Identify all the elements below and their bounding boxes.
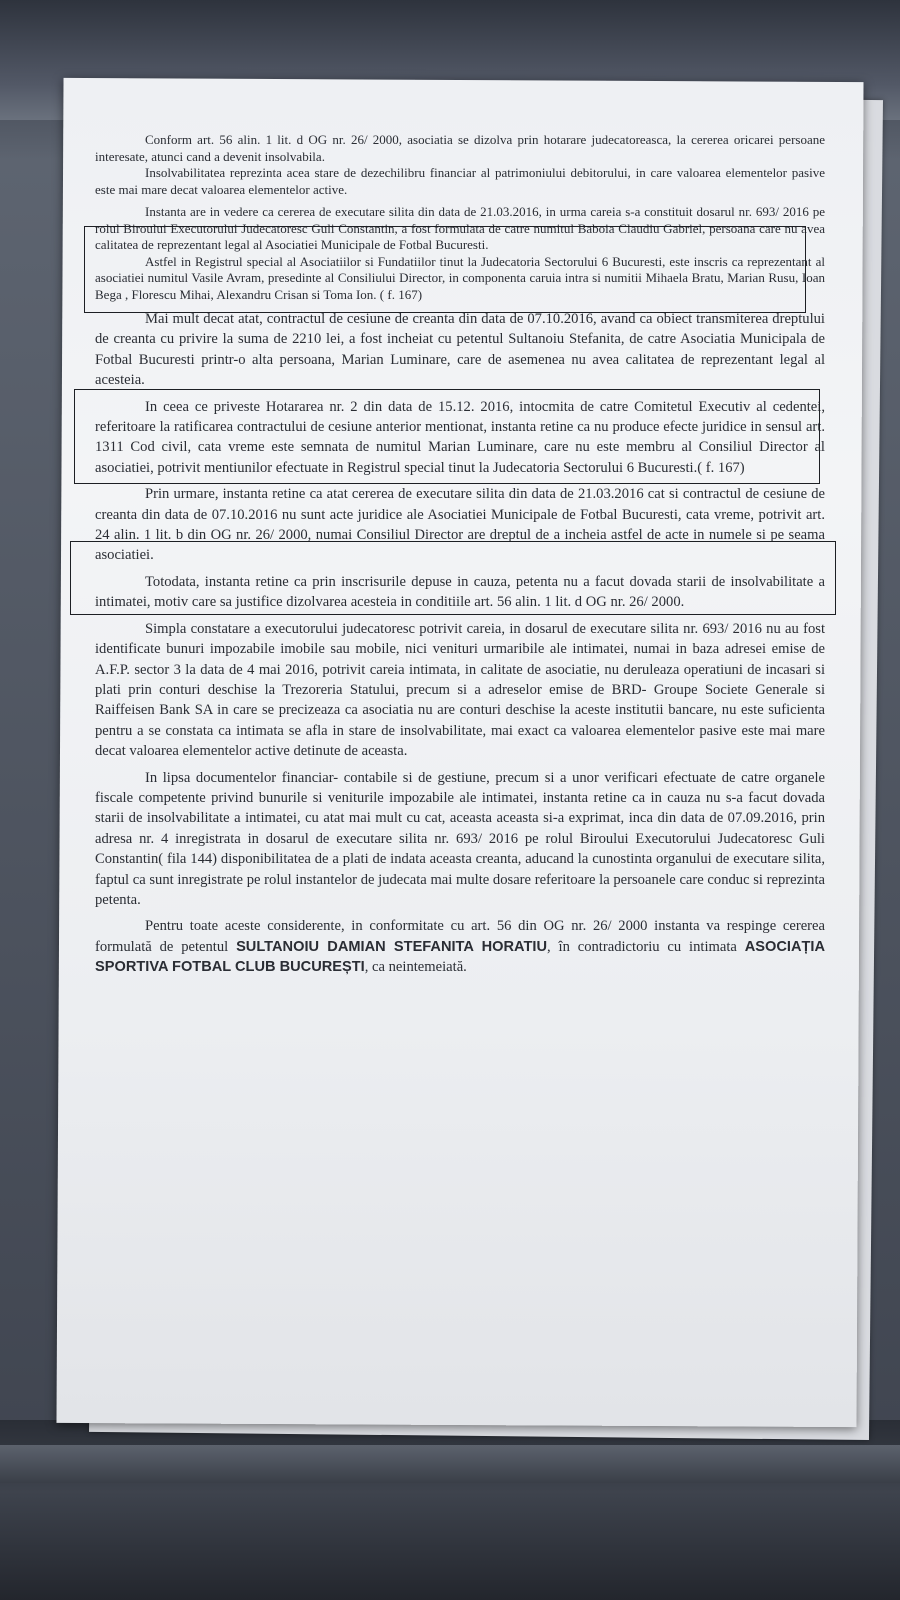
paragraph-prin-urmare: Prin urmare, instanta retine ca atat cererea de executare silita din data de 21.03.2016 cat si contractul de cesiune de creanta din data de 07.10.2016 nu sunt acte juridice ale Asociatiei Municipale de Fotbal Bucuresti, cata vreme, potrivit art. 24 alin. 1 lit. b din OG nr. 26/ 2000, numai Consiliul Director are dreptul de a incheia astfel de acte in numele si pe seama asociatiei. <box>95 486 825 564</box>
paragraph-totodata: Totodata, instanta retine ca prin inscrisurile depuse in cauza, petenta nu a facut dovada starii de insolvabilitate a intimatei, motiv care sa justifice dizolvarea acesteia in conditiile art. 56 alin. 1 lit. d OG nr. 26/ 2000. <box>95 573 825 611</box>
paragraph-cerere-executare: Instanta are in vedere ca cererea de executare silita din data de 21.03.2016, in urma careia s-a constituit dosarul nr. 693/ 2016 pe rolul Biroului Executorului Judecatoresc Guli Constantin, a fost formulata de catre numitul Baboia Claudiu Gabriel, persoana care nu avea calitatea de reprezentant legal al Asociatiei Municipale de Fotbal Bucuresti. <box>95 204 825 252</box>
ruling-end-text: , ca neintemeiată. <box>364 959 467 976</box>
paragraph-in-lipsa: In lipsa documentelor financiar- contabile si de gestiune, precum si a unor verificari efectuate de catre organele fiscale competente privind bunurile si veniturile impozabile ale intimatei, instanta retine ca in cauza nu s-a facut dovada starii de insolvabilitate a intimatei, cu atat mai mult cu cat, aceasta aceasta si-a exprimat, inca din data de 07.09.2016, prin adresa nr. 4 inregistrata in dosarul de executare silita nr. 693/ 2016 pe rolul Biroului Executorului Judecatoresc Guli Constantin( fila 144) disponibilitatea de a plati de indata aceasta creanta, aducand la cunostinta organului de executare silita, faptul ca sunt inregistrate pe rolul instantelor de judecata mai multe dosare referitoare la persoanele care conduc si reprezinta petenta. <box>95 769 825 908</box>
paragraph-final-ruling <box>95 916 825 977</box>
paragraph-contract-cesiune: Mai mult decat atat, contractul de cesiune de creanta din data de 07.10.2016, avand ca obiect transmiterea dreptului de creanta cu privire la suma de 2210 lei, a fost incheiat cu petentul Sultanoiu Stefanita, de catre Asociatia Municipala de Fotbal Bucuresti printr-o alta persoana, Marian Luminare, care de asemenea nu avea calitatea de reprezentant legal al acesteia. <box>95 311 825 389</box>
intimata-name: ASOCIAȚIA SPORTIVA FOTBAL CLUB BUCUREȘTI <box>95 938 825 976</box>
scanner-ledge <box>0 1445 900 1483</box>
document-body <box>95 132 825 978</box>
paragraph-insolvabilitate-definition: Insolvabilitatea reprezinta acea stare de dezechilibru financiar al patrimoniului debitorului, in care valoarea elementelor pasive este mai mare decat valoarea elementelor active. <box>95 165 825 197</box>
ruling-middle-text: , în contradictoriu cu intimata <box>547 938 745 955</box>
paragraph-simpla-constatare: Simpla constatare a executorului judecatoresc potrivit careia, in dosarul de executare silita nr. 693/ 2016 nu au fost identificate bunuri impozabile imobile sau mobile, nici venituri urmaribile ale intimatei, numai in baza adresei emise de A.F.P. sector 3 la data de 4 mai 2016, potrivit careia intimata, in calitate de asociatie, nu deruleaza operatiuni de incasari si plati prin conturi deschise la Trezoreria Statului, precum si a adreselor emise de BRD- Groupe Societe Generale si Raiffeisen Bank SA in care se precizeaza ca asociatia nu are conturi deschise la aceste institutii bancare, nu este suficienta pentru a se constata ca intimata se afla in stare de insolvabilitate, mai exact ca valoarea elementelor pasive este mai mare decat valoarea elementelor active detinute de aceasta. <box>95 620 825 760</box>
ruling-lead-text: Pentru toate aceste considerente, in conformitate cu art. 56 din OG nr. 26/ 2000 instanta va respinge cererea formulată de petentul <box>95 918 825 955</box>
paragraph-hotararea-nr-2: In ceea ce priveste Hotararea nr. 2 din data de 15.12. 2016, intocmita de catre Comitetul Executiv al cedentei, referitoare la ratificarea contractului de cesiune anterior mentionat, instanta retine ca nu produce efecte juridice in sensul art. 1311 Cod civil, cata vreme este semnata de numitul Marian Luminare, care nu este membru al Consiliul Director al asociatiei, potrivit mentiunilor efectuate in Registrul special tinut la Judecatoria Sectorului 6 Bucuresti.( f. 167) <box>95 398 825 476</box>
petent-name: SULTANOIU DAMIAN STEFANITA HORATIU <box>236 938 548 955</box>
paragraph-registrul-special: Astfel in Registrul special al Asociatiilor si Fundatiilor tinut la Judecatoria Sectorului 6 Bucuresti, este inscris ca reprezentant al asociatiei numitul Vasile Avram, presedinte al Consiliului Director, in componenta caruia intra si numitii Mihaela Bratu, Marian Rusu, Ioan Bega , Florescu Mihai, Alexandru Crisan si Toma Ion. ( f. 167) <box>95 253 825 302</box>
paragraph-art-56: Conform art. 56 alin. 1 lit. d OG nr. 26/ 2000, asociatia se dizolva prin hotarare judecatoreasca, la cererea oricarei persoane interesate, atunci cand a devenit insolvabila. <box>95 132 825 164</box>
